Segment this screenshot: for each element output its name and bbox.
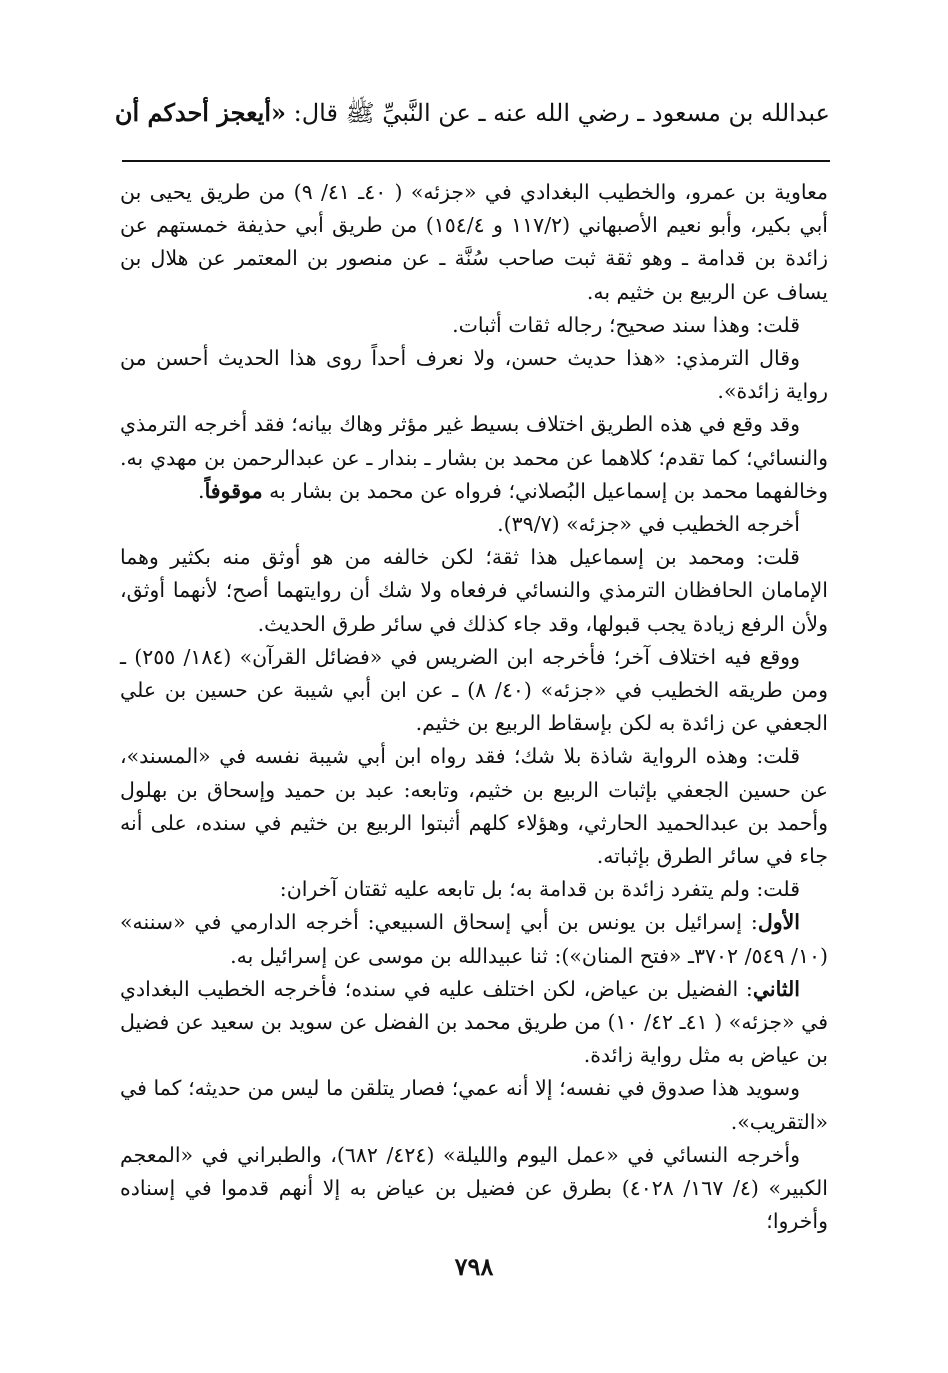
paragraph: قلت: وهذه الرواية شاذة بلا شك؛ فقد رواه ابن أبي شيبة نفسه في «المسند»، عن حسين الجعفي بإثبات الربيع بن خثيم، وتابعه: عبد بن حميد وإسحاق بن بهلول وأحمد بن عبدالحميد الحارثي، وهؤلاء كلهم أثبتوا الربيع بن خثيم في سنده، على أنه جاء في سائر الطرق بإثباته. <box>120 744 828 869</box>
header-quote: «أيعجز أحدكم أن <box>114 98 286 127</box>
main-text <box>120 176 828 1239</box>
paragraph: الأول: إسرائيل بن يونس بن أبي إسحاق السبيعي: أخرجه الدارمي في «سننه» (١٠/ ٥٤٩/ ٣٧٠٢ـ «فتح المنان»): ثنا عبيدالله بن موسى عن إسرائيل به. <box>120 910 828 968</box>
paragraph: الثاني: الفضيل بن عياض، لكن اختلف عليه في سنده؛ فأخرجه الخطيب البغدادي في «جزئه» ( ٤١ـ ٤٢/ ١٠) من طريق محمد بن الفضل عن سويد بن سعيد عن فضيل بن عياض به مثل رواية زائدة. <box>120 976 828 1068</box>
page-number: ٧٩٨ <box>454 1252 494 1281</box>
paragraph: قلت: وهذا سند صحيح؛ رجاله ثقات أثبات. <box>452 312 800 337</box>
running-header <box>110 96 830 130</box>
paragraph: أخرجه الخطيب في «جزئه» (٣٩/٧). <box>497 512 800 537</box>
paragraph: وقال الترمذي: «هذا حديث حسن، ولا نعرف أحداً روى هذا الحديث أحسن من رواية زائدة». <box>120 346 828 404</box>
paragraph: معاوية بن عمرو، والخطيب البغدادي في «جزئه» ( ٤٠ـ ٤١/ ٩) من طريق يحيى بن أبي بكير، وأبو نعيم الأصبهاني (١١٧/٢ و ١٥٤/٤) من طريق أبي حذيفة خمستهم عن زائدة بن قدامة ـ وهو ثقة ثبت صاحب سُنَّة ـ عن منصور بن المعتمر عن هلال بن يساف عن الربيع بن خثيم به. <box>120 180 828 304</box>
paragraph: ووقع فيه اختلاف آخر؛ فأخرجه ابن الضريس في «فضائل القرآن» (١٨٤/ ٢٥٥) ـ ومن طريقه الخطيب في «جزئه» (٤٠/ ٨) ـ عن ابن أبي شيبة عن حسين بن علي الجعفي عن زائدة به لكن بإسقاط الربيع بن خثيم. <box>120 644 828 736</box>
paragraph: وسويد هذا صدوق في نفسه؛ إلا أنه عمي؛ فصار يتلقن ما ليس من حديثه؛ كما في «التقريب». <box>120 1076 828 1134</box>
paragraph: قلت: ومحمد بن إسماعيل هذا ثقة؛ لكن خالفه من هو أوثق منه بكثير وهما الإمامان الحافظان الترمذي والنسائي فرفعاه ولا شك أن روايتهما أصح؛ لأنهما أوثق، ولأن الرفع زيادة يجب قبولها، وقد جاء كذلك في سائر طرق الحديث. <box>120 545 828 636</box>
paragraph: قلت: ولم يتفرد زائدة بن قدامة به؛ بل تابعه عليه ثقتان آخران: <box>279 877 800 902</box>
paragraph: وقد وقع في هذه الطريق اختلاف بسيط غير مؤثر وهاك بيانه؛ فقد أخرجه الترمذي والنسائي؛ كما تقدم؛ كلاهما عن محمد بن بشار ـ بندار ـ عن عبدالرحمن بن مهدي به. وخالفهما محمد بن إسماعيل البُصلاني؛ فرواه عن محمد بن بشار به موقوفاً. <box>120 412 828 503</box>
paragraph: وأخرجه النسائي في «عمل اليوم والليلة» (٤٢٤/ ٦٨٢)، والطبراني في «المعجم الكبير» (٤/ ١٦٧/ ٤٠٢٨) بطرق عن فضيل بن عياض به إلا أنهم قدموا في إسناده وأخروا؛ <box>120 1142 828 1234</box>
header-text: عبدالله بن مسعود ـ رضي الله عنه ـ عن النَّبيِّ ﷺ قال: <box>286 99 830 127</box>
header-divider <box>122 160 830 162</box>
